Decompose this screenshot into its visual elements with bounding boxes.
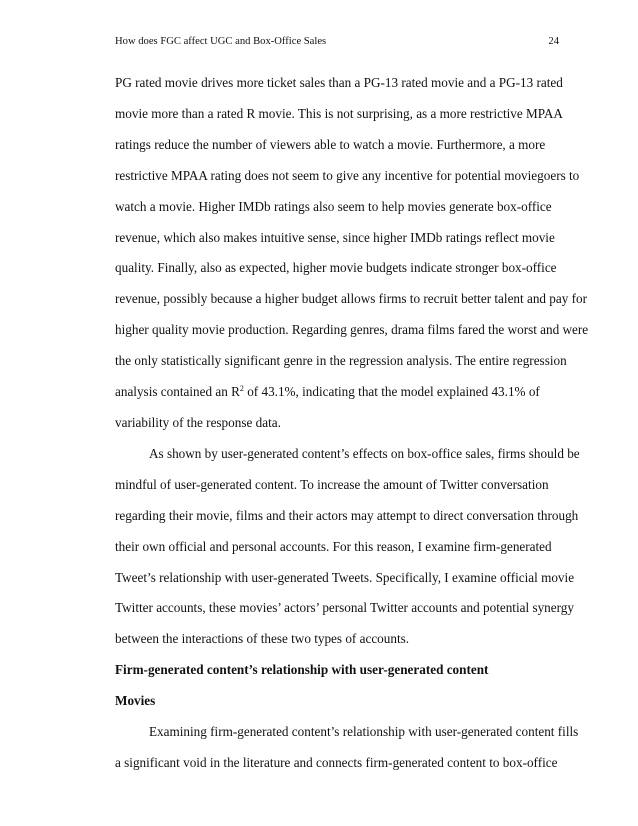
r-squared-before: analysis contained an R [115, 384, 240, 400]
page-number: 24 [548, 36, 559, 47]
subsection-heading: Movies [115, 693, 156, 709]
text-line: variability of the response data. [115, 414, 281, 430]
text-line-indented: As shown by user-generated content’s effects on box-office sales, firms should be [149, 445, 580, 461]
section-heading: Firm-generated content’s relationship with user-generated content [115, 662, 489, 678]
text-line: quality. Finally, also as expected, higher movie budgets indicate stronger box-office [115, 260, 557, 276]
text-line: movie more than a rated R movie. This is not surprising, as a more restrictive MPAA [115, 105, 563, 121]
text-line: revenue, which also makes intuitive sense, since higher IMDb ratings reflect movie [115, 229, 555, 245]
text-line-r-squared [115, 377, 575, 408]
body-text [115, 68, 589, 779]
text-line: a significant void in the literature and connects firm-generated content to box-office [115, 754, 558, 770]
text-line: PG rated movie drives more ticket sales than a PG-13 rated movie and a PG-13 rated [115, 75, 563, 90]
text-line: regarding their movie, films and their actors may attempt to direct conversation through [115, 507, 579, 523]
paragraph-ugc-firm-mindfulness [115, 439, 580, 655]
text-line: restrictive MPAA rating does not seem to give any incentive for potential moviegoers to [115, 167, 580, 183]
text-line: between the interactions of these two types of accounts. [115, 631, 410, 647]
text-line: Tweet’s relationship with user-generated Tweets. Specifically, I examine official movie [115, 569, 575, 585]
running-header [115, 34, 559, 50]
text-line: the only statistically significant genre in the regression analysis. The entire regression [115, 353, 567, 369]
r-squared-superscript: 2 [239, 384, 244, 394]
text-line-indented: Examining firm-generated content’s relationship with user-generated content fills [149, 724, 579, 740]
text-line: ratings reduce the number of viewers able to watch a movie. Furthermore, a more [115, 136, 546, 152]
text-line: mindful of user-generated content. To increase the amount of Twitter conversation [115, 476, 549, 492]
paragraph-regression-results [115, 68, 589, 439]
text-line: watch a movie. Higher IMDb ratings also seem to help movies generate box-office [115, 198, 552, 214]
running-title: How does FGC affect UGC and Box-Office Sales [115, 36, 327, 47]
text-line: higher quality movie production. Regarding genres, drama films fared the worst and were [115, 322, 589, 338]
text-line: revenue, possibly because a higher budget allows firms to recruit better talent and pay for [115, 291, 588, 307]
text-line: their own official and personal accounts. For this reason, I examine firm-generated [115, 538, 552, 554]
paragraph-movies [115, 717, 579, 779]
r-squared-after: of 43.1%, indicating that the model explained 43.1% of [243, 384, 540, 400]
text-line: Twitter accounts, these movies’ actors’ personal Twitter accounts and potential synergy [115, 600, 574, 616]
